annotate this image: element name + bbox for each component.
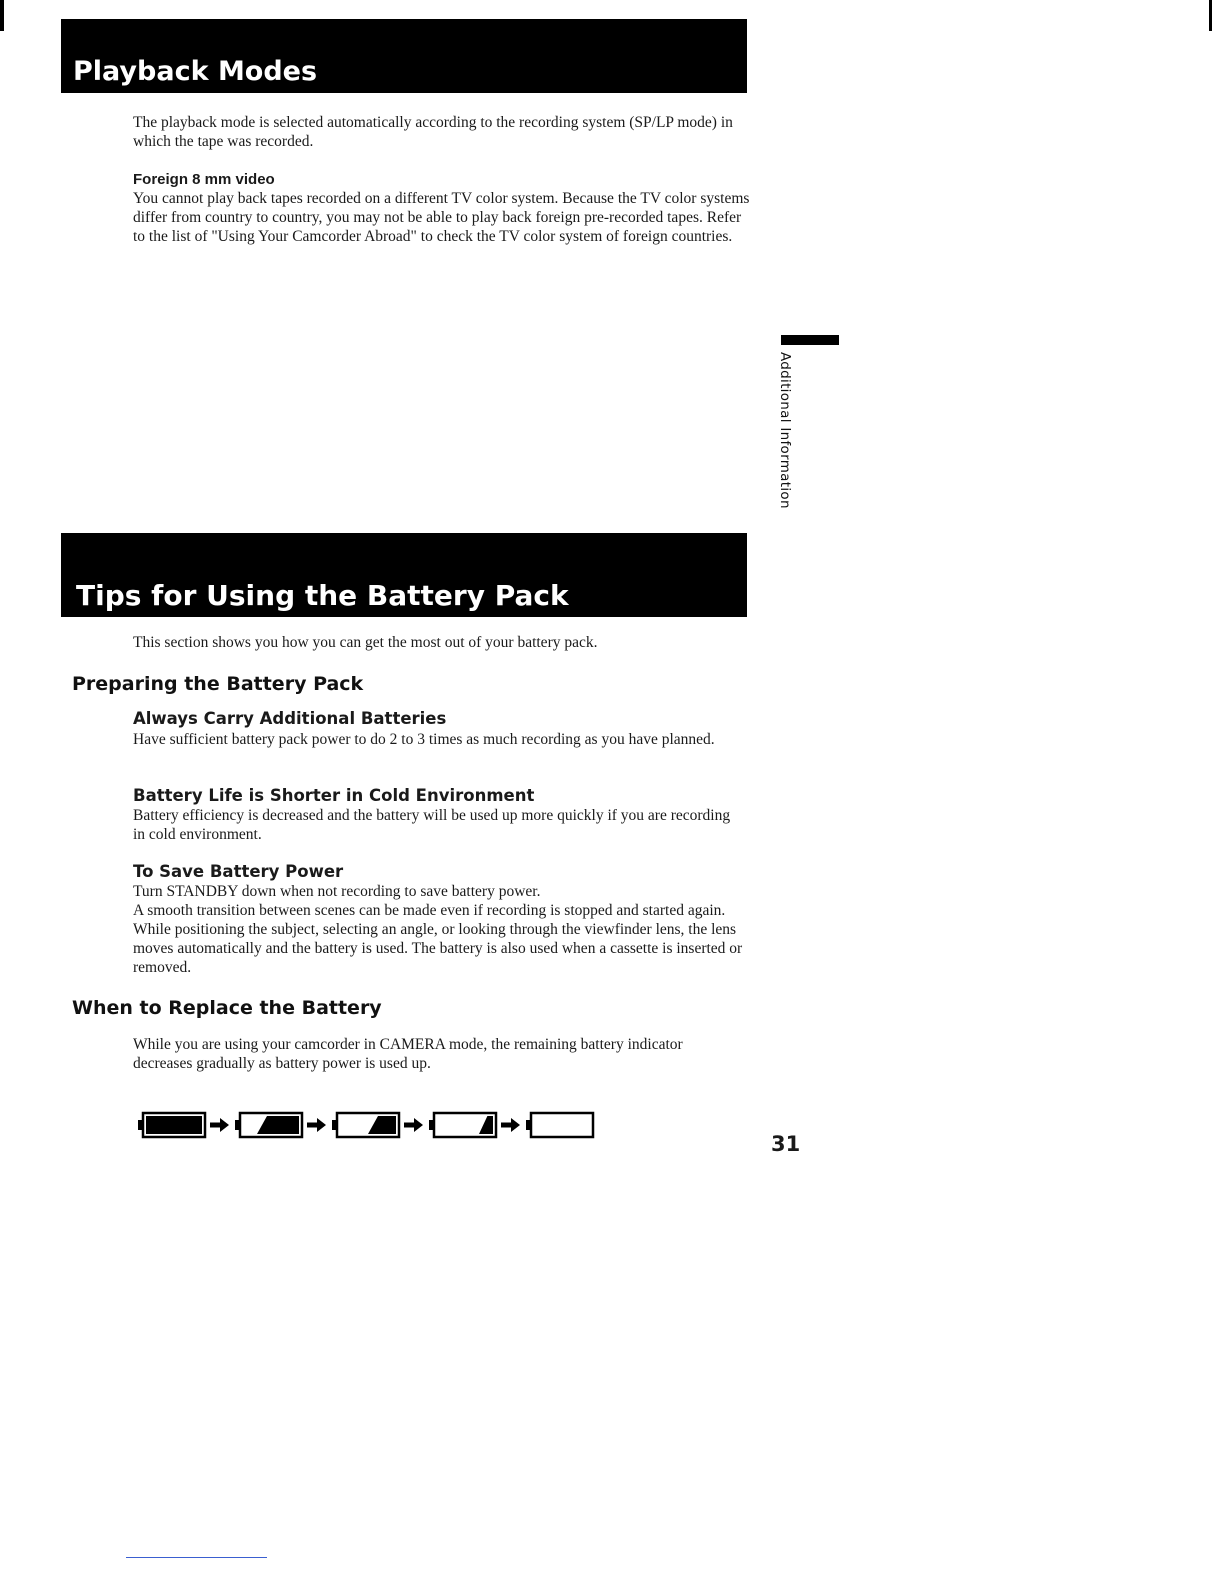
battery-terminal	[138, 1120, 142, 1130]
battery-tips-banner	[61, 533, 747, 617]
battery-terminal	[526, 1120, 530, 1130]
edge-mark	[0, 0, 4, 31]
replace-battery-heading: When to Replace the Battery	[72, 997, 382, 1019]
edge-mark	[1209, 0, 1212, 31]
battery-indicator-sequence	[138, 1108, 598, 1142]
cold-environment-text: Battery efficiency is decreased and the battery will be used up more quickly if you are recording in cold environment.	[133, 807, 731, 843]
section-side-label: Additional Information	[777, 352, 793, 509]
battery-charge-fill	[146, 1116, 202, 1134]
battery-terminal	[235, 1120, 239, 1130]
section-tab-marker	[781, 335, 839, 345]
playback-intro: The playback mode is selected automatically according to the recording system (SP/LP mode) in which the tape was recorded.	[133, 114, 733, 150]
arrow-right-icon	[501, 1118, 520, 1132]
foreign-video-text: You cannot play back tapes recorded on a different TV color system. Because the TV color systems differ from country to country, you may not be able to play back foreign pre-recorded tapes. Refer to the list of "Using Your Camcorder Abroad" to check the TV color system of foreign countries.	[133, 190, 750, 245]
save-power-text: Turn STANDBY down when not recording to save battery power.	[133, 883, 541, 900]
replace-battery-text: While you are using your camcorder in CAMERA mode, the remaining battery indicator decreases gradually as battery power is used up.	[133, 1036, 683, 1072]
arrow-right-icon	[404, 1118, 423, 1132]
carry-batteries-text: Have sufficient battery pack power to do 2 to 3 times as much recording as you have planned.	[133, 731, 715, 748]
battery-terminal	[332, 1120, 336, 1130]
footer-rule	[126, 1557, 267, 1558]
playback-modes-banner	[61, 19, 747, 93]
preparing-heading: Preparing the Battery Pack	[72, 673, 364, 695]
carry-batteries-heading: Always Carry Additional Batteries	[133, 709, 447, 728]
arrow-right-icon	[307, 1118, 326, 1132]
arrow-right-icon	[210, 1118, 229, 1132]
section-title: Tips for Using the Battery Pack	[76, 579, 569, 612]
save-power-heading: To Save Battery Power	[133, 862, 344, 881]
battery-charge-fill	[368, 1116, 396, 1134]
page-number: 31	[771, 1132, 801, 1156]
page-title: Playback Modes	[73, 56, 318, 87]
save-power-text-2: A smooth transition between scenes can be made even if recording is stopped and started again. While positioning the subject, selecting an angle, or looking through the viewfinder lens, the lens moves automatically and the battery is used. The battery is also used when a cassette is inserted or removed.	[133, 902, 743, 976]
battery-outline	[531, 1113, 593, 1137]
cold-environment-heading: Battery Life is Shorter in Cold Environment	[133, 786, 535, 805]
battery-intro: This section shows you how you can get the most out of your battery pack.	[133, 634, 598, 651]
foreign-video-heading: Foreign 8 mm video	[133, 171, 275, 188]
battery-charge-fill	[257, 1116, 299, 1134]
battery-charge-fill	[479, 1116, 493, 1134]
battery-terminal	[429, 1120, 433, 1130]
